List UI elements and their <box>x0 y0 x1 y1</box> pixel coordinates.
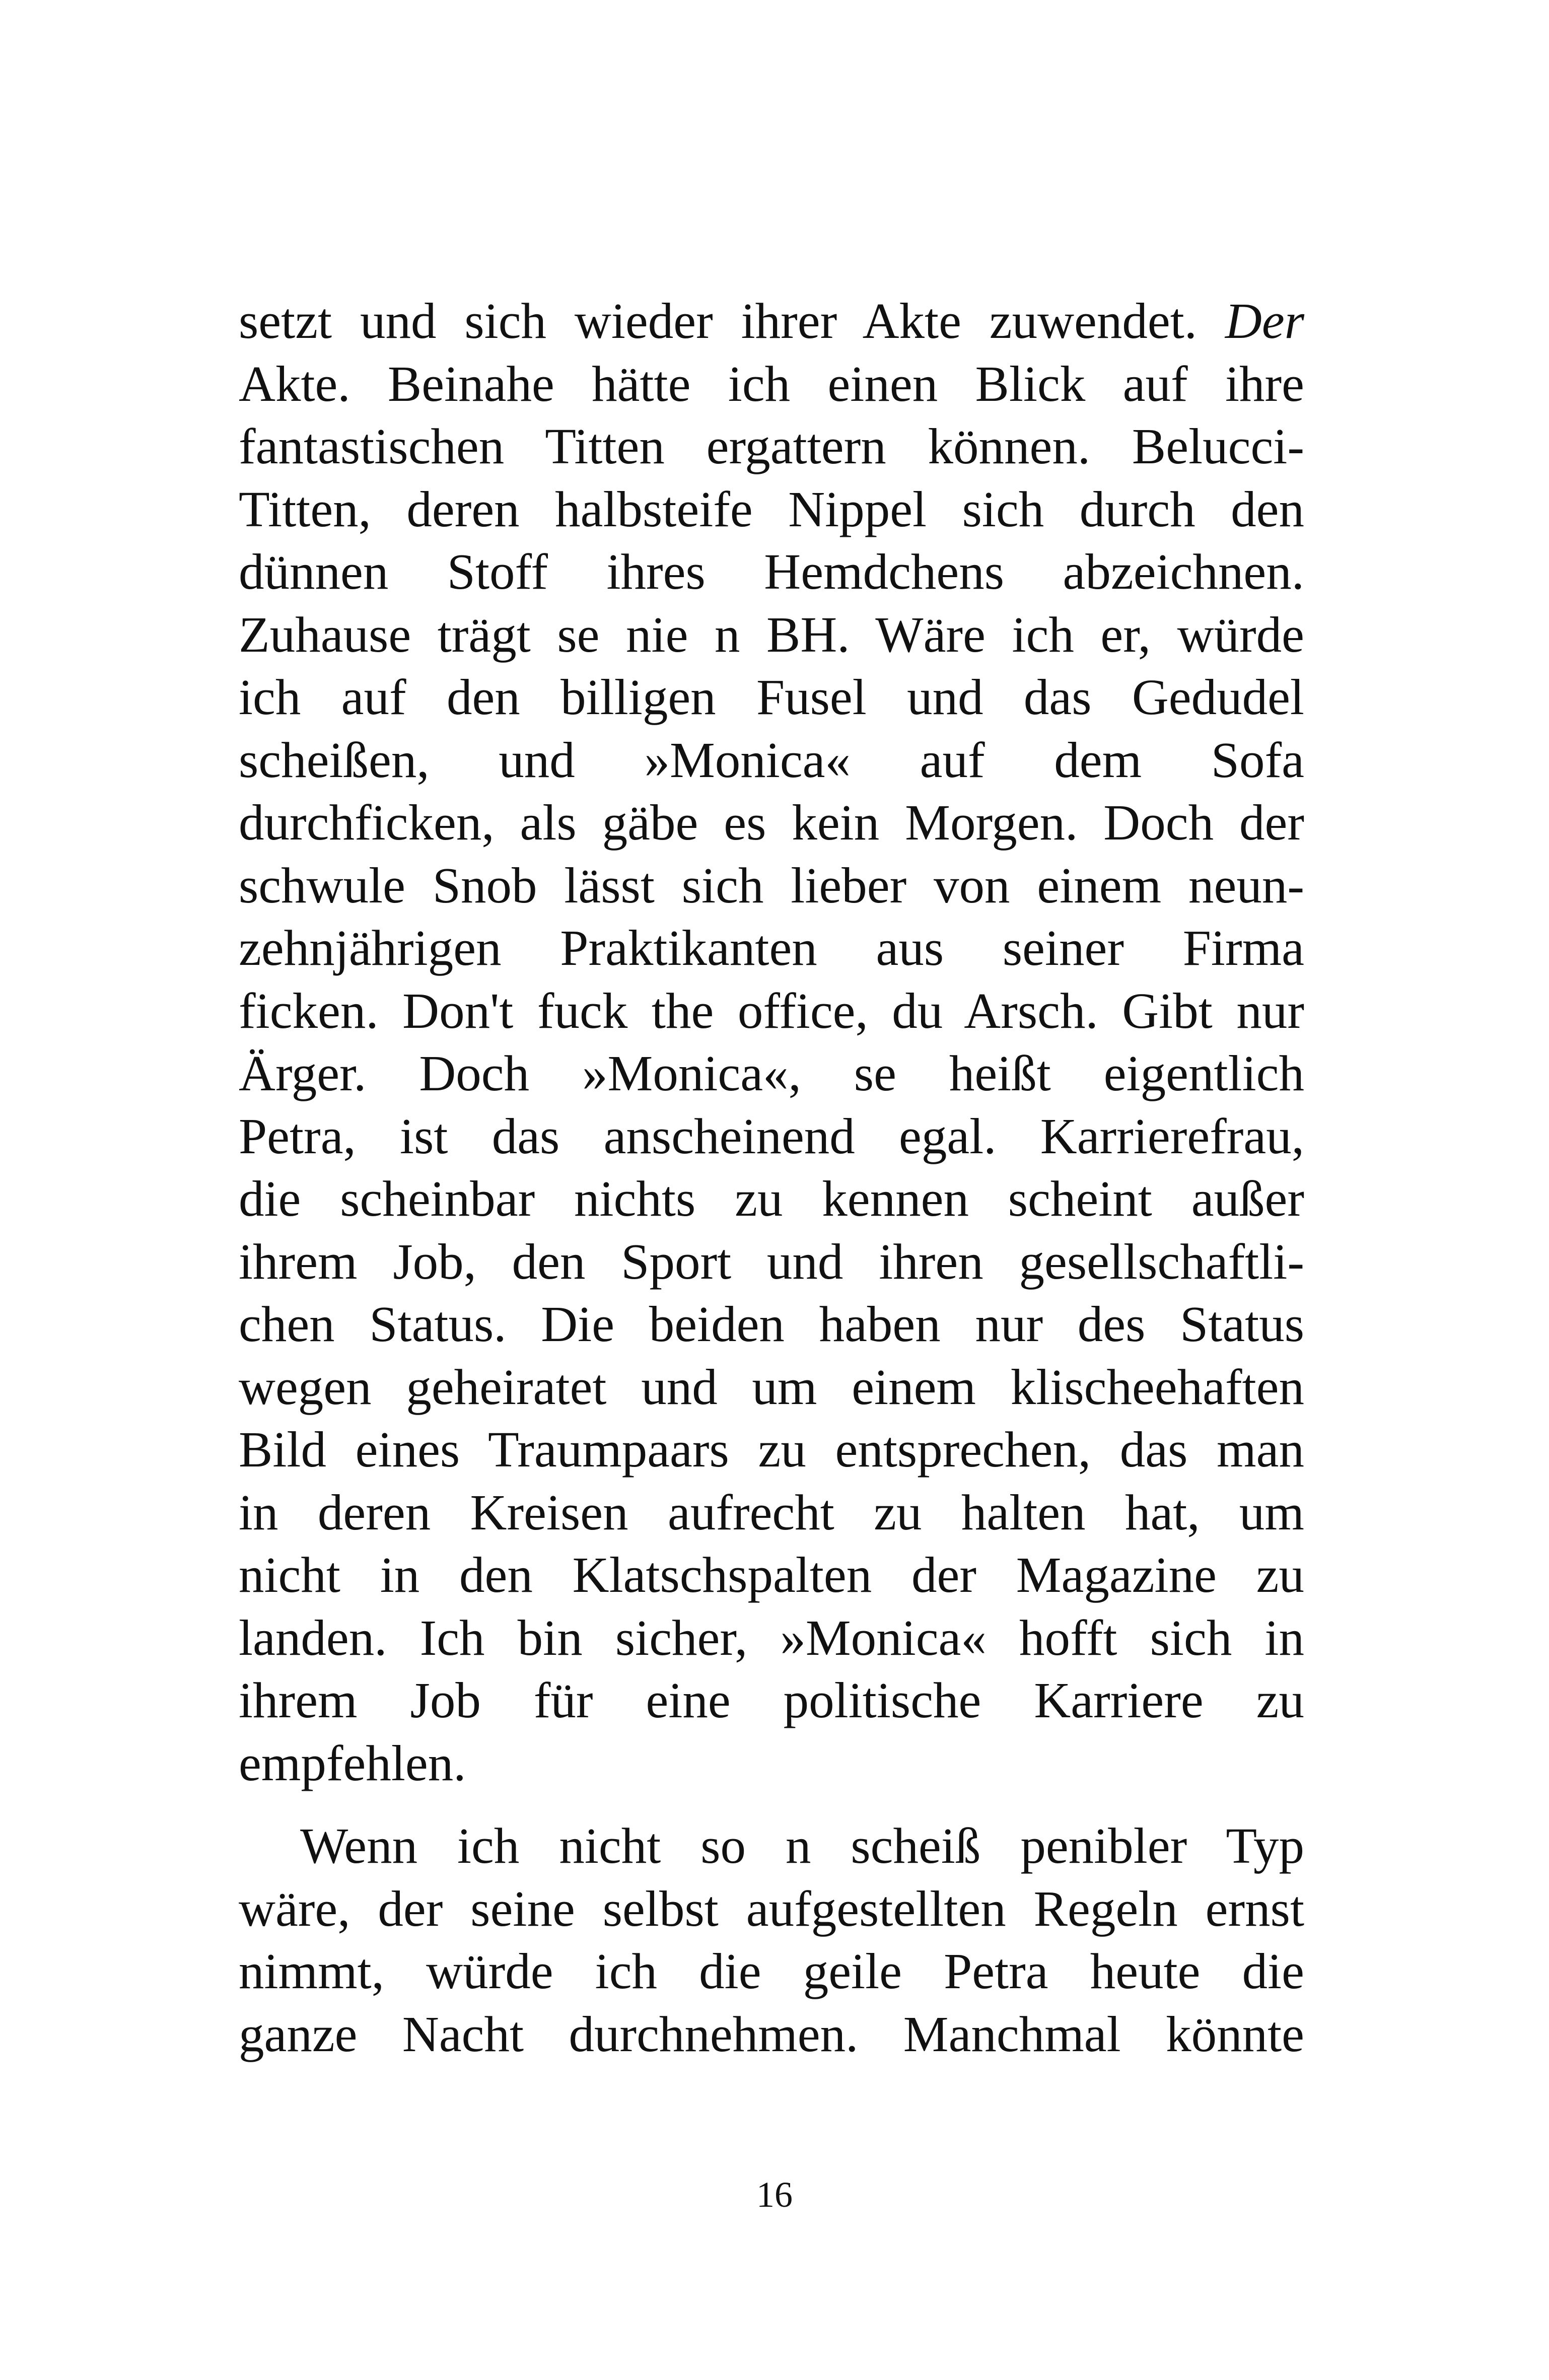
text-line: wegen geheiratet und um einem klischeehaften <box>239 1358 1304 1415</box>
text-line: ficken. Don't fuck the office, du Arsch. Gibt nur <box>239 982 1304 1039</box>
text-line: ich auf den billigen Fusel und das Gedudel <box>239 669 1304 725</box>
text-line: durchficken, als gäbe es kein Morgen. Doch der <box>239 794 1304 851</box>
text-line: Petra, ist das anscheinend egal. Karrierefrau, <box>239 1107 1304 1164</box>
text-line: wäre, der seine selbst aufgestellten Regeln ernst <box>239 1880 1304 1937</box>
text-line: setzt und sich wieder ihrer Akte zuwendet. Der <box>239 293 1304 349</box>
body-text <box>239 290 1304 2065</box>
text-line: in deren Kreisen aufrecht zu halten hat, um <box>239 1484 1304 1541</box>
text-line: fantastischen Titten ergattern können. Belucci- <box>239 418 1304 474</box>
text-line: Zuhause trägt se nie n BH. Wäre ich er, würde <box>239 606 1304 663</box>
text-line: schwule Snob lässt sich lieber von einem neun- <box>239 857 1304 914</box>
text-line: die scheinbar nichts zu kennen scheint außer <box>239 1170 1304 1227</box>
text-line: nimmt, würde ich die geile Petra heute die <box>239 1943 1304 1999</box>
text-line: ihrem Job für eine politische Karriere zu <box>239 1672 1304 1728</box>
text-line: dünnen Stoff ihres Hemdchens abzeichnen. <box>239 543 1304 600</box>
italic-word: Der <box>1225 293 1304 349</box>
text-line: landen. Ich bin sicher, »Monica« hofft sich in <box>239 1609 1304 1666</box>
text-line: ganze Nacht durchnehmen. Manchmal könnte <box>239 2005 1304 2062</box>
text-line: empfehlen. <box>239 1734 466 1791</box>
text-line: Titten, deren halbsteife Nippel sich durch den <box>239 480 1304 537</box>
text-line: scheißen, und »Monica« auf dem Sofa <box>239 731 1304 788</box>
text-line: zehnjährigen Praktikanten aus seiner Firma <box>239 920 1304 976</box>
text-line: Wenn ich nicht so n scheiß penibler Typ <box>300 1817 1304 1874</box>
page-number: 16 <box>756 2175 793 2215</box>
text-line: Akte. Beinahe hätte ich einen Blick auf ihre <box>239 355 1304 412</box>
paragraph-gap <box>239 1794 1304 1814</box>
text-line: Bild eines Traumpaars zu entsprechen, das man <box>239 1421 1304 1478</box>
text-line: chen Status. Die beiden haben nur des Status <box>239 1296 1304 1352</box>
text-line: Ärger. Doch »Monica«, se heißt eigentlich <box>239 1045 1304 1101</box>
text-line: ihrem Job, den Sport und ihren gesellschaftli- <box>239 1233 1304 1290</box>
text-line: nicht in den Klatschspalten der Magazine zu <box>239 1547 1304 1603</box>
